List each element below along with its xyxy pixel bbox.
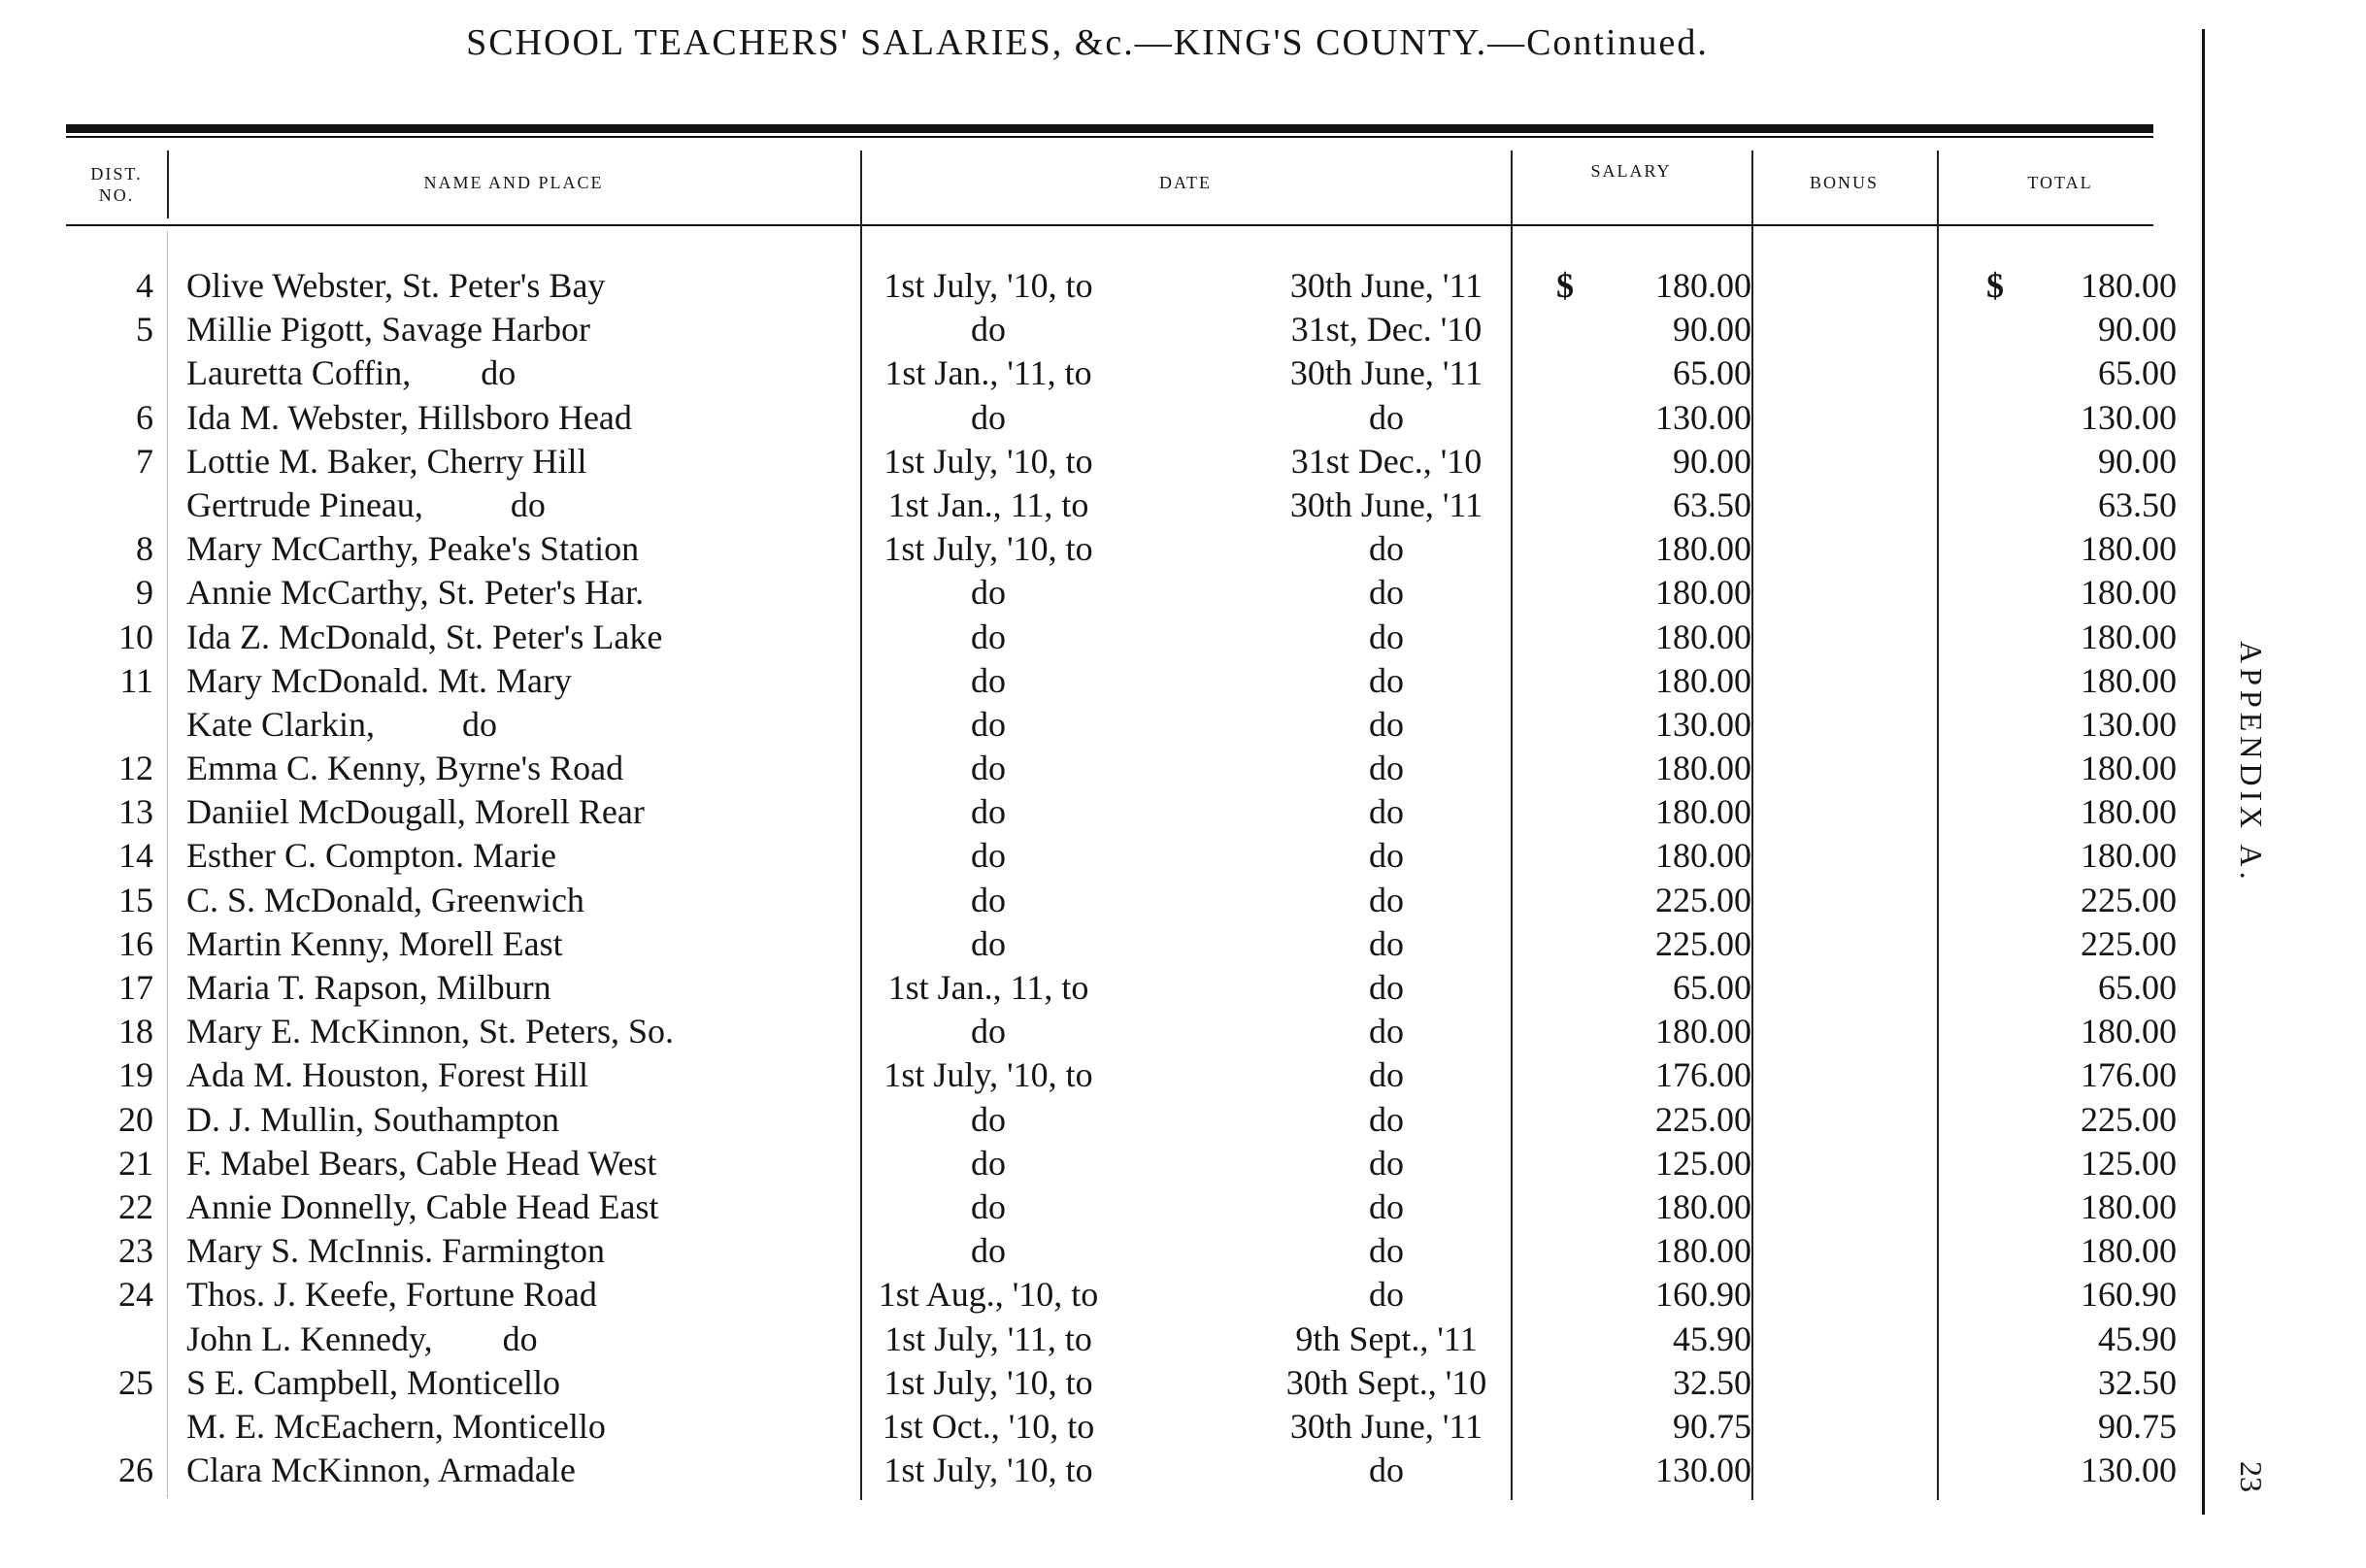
- date-from-cell: 1st Jan., '11, to: [884, 353, 1092, 393]
- table-row: [0, 264, 2194, 308]
- name-place-cell: Lottie M. Baker, Cherry Hill: [186, 441, 587, 481]
- table-row: [0, 1229, 2194, 1273]
- salary-cell: 90.00: [1673, 310, 1751, 350]
- table-row: [0, 484, 2194, 527]
- header-dist-line2: NO.: [98, 185, 135, 205]
- header-name: NAME AND PLACE: [423, 173, 604, 192]
- table-row: [0, 440, 2194, 484]
- name-place-cell: Ida M. Webster, Hillsboro Head: [186, 397, 632, 437]
- total-cell: 125.00: [2081, 1143, 2177, 1183]
- date-to-cell: do: [1369, 529, 1404, 569]
- salary-cell: 180.00: [1655, 617, 1751, 656]
- total-cell: 176.00: [2081, 1055, 2177, 1095]
- dist-cell: 14: [118, 836, 153, 876]
- dist-cell: 8: [136, 529, 153, 569]
- date-from-cell: 1st July, '10, to: [883, 441, 1093, 481]
- dist-cell: 7: [136, 441, 153, 481]
- name-place-cell: Mary McDonald. Mt. Mary: [186, 660, 572, 700]
- total-cell: 63.50: [2098, 484, 2177, 524]
- table-row: [0, 703, 2194, 747]
- name-place-cell: Ada M. Houston, Forest Hill: [186, 1055, 588, 1095]
- total-cell: 180.00: [2081, 266, 2177, 305]
- dist-cell: 15: [118, 880, 153, 919]
- total-cell: 130.00: [2081, 397, 2177, 437]
- date-from-cell: 1st July, '10, to: [883, 1055, 1093, 1095]
- dist-cell: 12: [118, 749, 153, 788]
- date-to-cell: do: [1369, 1275, 1404, 1315]
- total-cell: 90.75: [2098, 1406, 2177, 1446]
- dist-cell: 22: [118, 1186, 153, 1226]
- date-from-cell: do: [971, 1099, 1006, 1139]
- salary-cell: 180.00: [1655, 749, 1751, 788]
- table-row: [0, 790, 2194, 834]
- salary-cell: 180.00: [1655, 1012, 1751, 1051]
- date-to-cell: 30th June, '11: [1289, 353, 1483, 393]
- name-place-cell: Thos. J. Keefe, Fortune Road: [186, 1275, 597, 1315]
- dist-cell: 24: [118, 1275, 153, 1315]
- salary-cell: 225.00: [1655, 880, 1751, 919]
- name-place-cell: Maria T. Rapson, Milburn: [186, 968, 551, 1007]
- date-from-cell: do: [971, 792, 1006, 832]
- total-cell: 180.00: [2081, 660, 2177, 700]
- date-to-cell: 31st Dec., '10: [1290, 441, 1483, 481]
- appendix-label: APPENDIX A.: [2234, 641, 2269, 884]
- dist-cell: 19: [118, 1055, 153, 1095]
- date-to-cell: do: [1369, 1451, 1404, 1490]
- dist-cell: 23: [118, 1231, 153, 1271]
- table-row: [0, 527, 2194, 571]
- dist-cell: 21: [118, 1143, 153, 1183]
- date-to-cell: do: [1369, 1055, 1404, 1095]
- total-cell: 180.00: [2081, 529, 2177, 569]
- header-bottom-rule: [66, 224, 2153, 226]
- date-to-cell: do: [1369, 704, 1404, 744]
- name-place-cell: Annie Donnelly, Cable Head East: [186, 1186, 659, 1226]
- date-from-cell: 1st July, '10, to: [883, 1451, 1093, 1490]
- date-to-cell: do: [1369, 749, 1404, 788]
- salary-cell: 65.00: [1673, 968, 1751, 1007]
- page-number: 23: [2234, 1461, 2269, 1492]
- salary-cell: 130.00: [1655, 704, 1751, 744]
- name-place-cell: Mary McCarthy, Peake's Station: [186, 529, 640, 569]
- header-thin-rule: [66, 136, 2153, 138]
- date-from-cell: do: [971, 1231, 1006, 1271]
- total-cell: 32.50: [2098, 1362, 2177, 1402]
- name-place-cell: Esther C. Compton. Marie: [186, 836, 556, 876]
- header-bonus: BONUS: [1809, 173, 1879, 192]
- header-total: TOTAL: [2027, 173, 2093, 192]
- table-row: [0, 1098, 2194, 1142]
- date-from-cell: do: [971, 310, 1006, 350]
- date-to-cell: 30th June, '11: [1289, 484, 1483, 524]
- table-row: [0, 1318, 2194, 1361]
- table-row: [0, 834, 2194, 878]
- date-from-cell: 1st July, '11, to: [884, 1318, 1092, 1358]
- date-to-cell: do: [1369, 923, 1404, 963]
- page-side-rule: [2202, 29, 2205, 1515]
- table-row: [0, 308, 2194, 351]
- salary-cell: 180.00: [1655, 836, 1751, 876]
- dist-cell: 25: [118, 1362, 153, 1402]
- date-to-cell: do: [1369, 1143, 1404, 1183]
- salary-cell: 180.00: [1655, 573, 1751, 613]
- total-cell: 130.00: [2081, 1451, 2177, 1490]
- dist-cell: 16: [118, 923, 153, 963]
- date-to-cell: do: [1369, 660, 1404, 700]
- total-cell: 180.00: [2081, 617, 2177, 656]
- salary-cell: 32.50: [1673, 1362, 1751, 1402]
- dist-cell: 13: [118, 792, 153, 832]
- salary-table-body: [0, 264, 2194, 1492]
- salary-cell: 160.90: [1655, 1275, 1751, 1315]
- dist-cell: 18: [118, 1012, 153, 1051]
- name-place-cell: Olive Webster, St. Peter's Bay: [186, 266, 606, 305]
- date-from-cell: do: [971, 397, 1006, 437]
- date-from-cell: do: [971, 573, 1006, 613]
- table-row: [0, 1142, 2194, 1185]
- name-place-cell: Annie McCarthy, St. Peter's Har.: [186, 573, 645, 613]
- salary-dollar-sign: $: [1556, 266, 1574, 305]
- salary-cell: 125.00: [1655, 1143, 1751, 1183]
- date-from-cell: do: [971, 880, 1006, 919]
- name-place-cell: Kate Clarkin, do: [186, 704, 497, 744]
- date-from-cell: do: [971, 1143, 1006, 1183]
- date-to-cell: do: [1369, 573, 1404, 613]
- total-cell: 130.00: [2081, 704, 2177, 744]
- table-row: [0, 966, 2194, 1010]
- dist-cell: 26: [118, 1451, 153, 1490]
- date-from-cell: 1st July, '10, to: [883, 1362, 1093, 1402]
- date-from-cell: do: [971, 704, 1006, 744]
- name-place-cell: D. J. Mullin, Southampton: [186, 1099, 560, 1139]
- header-salary: SALARY: [1590, 161, 1672, 181]
- salary-cell: 180.00: [1655, 1231, 1751, 1271]
- date-from-cell: 1st Oct., '10, to: [882, 1406, 1095, 1446]
- name-place-cell: Mary E. McKinnon, St. Peters, So.: [186, 1012, 674, 1051]
- dist-cell: 5: [136, 310, 153, 350]
- table-row: [0, 922, 2194, 966]
- salary-cell: 90.75: [1673, 1406, 1751, 1446]
- table-row: [0, 571, 2194, 615]
- header-dist: [68, 163, 165, 206]
- table-row: [0, 351, 2194, 395]
- name-place-cell: Mary S. McInnis. Farmington: [186, 1231, 605, 1271]
- date-from-cell: 1st Jan., 11, to: [887, 968, 1089, 1007]
- date-to-cell: do: [1369, 397, 1404, 437]
- salary-cell: 180.00: [1655, 266, 1751, 305]
- total-cell: 180.00: [2081, 573, 2177, 613]
- table-row: [0, 1010, 2194, 1053]
- total-cell: 180.00: [2081, 792, 2177, 832]
- dist-cell: 17: [118, 968, 153, 1007]
- table-row: [0, 1273, 2194, 1317]
- total-cell: 225.00: [2081, 923, 2177, 963]
- name-place-cell: Martin Kenny, Morell East: [186, 923, 563, 963]
- name-place-cell: Gertrude Pineau, do: [186, 484, 546, 524]
- date-to-cell: do: [1369, 1231, 1404, 1271]
- name-place-cell: M. E. McEachern, Monticello: [186, 1406, 606, 1446]
- total-cell: 180.00: [2081, 1012, 2177, 1051]
- total-cell: 180.00: [2081, 836, 2177, 876]
- name-place-cell: Daniiel McDougall, Morell Rear: [186, 792, 645, 832]
- dist-cell: 20: [118, 1099, 153, 1139]
- name-place-cell: Ida Z. McDonald, St. Peter's Lake: [186, 617, 663, 656]
- dist-cell: 4: [136, 266, 153, 305]
- name-place-cell: S E. Campbell, Monticello: [186, 1362, 560, 1402]
- date-from-cell: do: [971, 617, 1006, 656]
- table-row: [0, 1405, 2194, 1449]
- salary-cell: 176.00: [1655, 1055, 1751, 1095]
- salary-cell: 63.50: [1673, 484, 1751, 524]
- total-cell: 90.00: [2098, 441, 2177, 481]
- header-date: DATE: [1159, 173, 1212, 192]
- date-to-cell: do: [1369, 1099, 1404, 1139]
- table-row: [0, 616, 2194, 659]
- date-from-cell: do: [971, 1186, 1006, 1226]
- date-to-cell: do: [1369, 1012, 1404, 1051]
- dist-cell: 9: [136, 573, 153, 613]
- name-place-cell: Lauretta Coffin, do: [186, 353, 517, 393]
- date-from-cell: 1st Jan., 11, to: [887, 484, 1089, 524]
- date-to-cell: 31st, Dec. '10: [1290, 310, 1483, 350]
- total-cell: 225.00: [2081, 1099, 2177, 1139]
- name-place-cell: Millie Pigott, Savage Harbor: [186, 310, 590, 350]
- table-row: [0, 747, 2194, 790]
- total-cell: 180.00: [2081, 1231, 2177, 1271]
- total-dollar-sign: $: [1986, 266, 2004, 305]
- date-from-cell: do: [971, 923, 1006, 963]
- date-from-cell: 1st July, '10, to: [883, 266, 1093, 305]
- salary-cell: 90.00: [1673, 441, 1751, 481]
- dist-cell: 11: [119, 660, 153, 700]
- salary-cell: 65.00: [1673, 353, 1751, 393]
- name-place-cell: C. S. McDonald, Greenwich: [186, 880, 584, 919]
- date-to-cell: do: [1369, 968, 1404, 1007]
- name-place-cell: Emma C. Kenny, Byrne's Road: [186, 749, 624, 788]
- total-cell: 160.90: [2081, 1275, 2177, 1315]
- table-row: [0, 1053, 2194, 1097]
- table-row: [0, 659, 2194, 703]
- total-cell: 90.00: [2098, 310, 2177, 350]
- table-row: [0, 879, 2194, 922]
- salary-cell: 45.90: [1673, 1318, 1751, 1358]
- total-cell: 65.00: [2098, 968, 2177, 1007]
- total-cell: 180.00: [2081, 749, 2177, 788]
- name-place-cell: Clara McKinnon, Armadale: [186, 1451, 576, 1490]
- salary-cell: 130.00: [1655, 397, 1751, 437]
- date-to-cell: 30th June, '11: [1289, 1406, 1483, 1446]
- dist-cell: 10: [118, 617, 153, 656]
- table-row: [0, 1449, 2194, 1492]
- date-to-cell: do: [1369, 880, 1404, 919]
- total-cell: 180.00: [2081, 1186, 2177, 1226]
- date-to-cell: 30th Sept., '10: [1285, 1362, 1487, 1402]
- date-to-cell: do: [1369, 792, 1404, 832]
- header-dist-line1: DIST.: [90, 164, 143, 183]
- table-row: [0, 1185, 2194, 1229]
- salary-cell: 180.00: [1655, 1186, 1751, 1226]
- date-from-cell: do: [971, 1012, 1006, 1051]
- total-cell: 65.00: [2098, 353, 2177, 393]
- date-from-cell: 1st July, '10, to: [883, 529, 1093, 569]
- date-from-cell: do: [971, 749, 1006, 788]
- total-cell: 225.00: [2081, 880, 2177, 919]
- name-place-cell: John L. Kennedy, do: [186, 1318, 538, 1358]
- total-cell: 45.90: [2098, 1318, 2177, 1358]
- salary-cell: 225.00: [1655, 1099, 1751, 1139]
- date-to-cell: 9th Sept., '11: [1295, 1318, 1478, 1358]
- date-from-cell: do: [971, 660, 1006, 700]
- date-to-cell: do: [1369, 617, 1404, 656]
- salary-cell: 130.00: [1655, 1451, 1751, 1490]
- date-to-cell: 30th June, '11: [1289, 266, 1483, 305]
- name-place-cell: F. Mabel Bears, Cable Head West: [186, 1143, 657, 1183]
- salary-cell: 180.00: [1655, 792, 1751, 832]
- dist-cell: 6: [136, 397, 153, 437]
- page-title: SCHOOL TEACHERS' SALARIES, &c.—KING'S COUNTY.—Continued.: [466, 22, 1709, 63]
- date-from-cell: 1st Aug., '10, to: [878, 1275, 1099, 1315]
- salary-cell: 225.00: [1655, 923, 1751, 963]
- table-row: [0, 396, 2194, 440]
- header-thick-rule: [66, 124, 2153, 133]
- date-from-cell: do: [971, 836, 1006, 876]
- date-to-cell: do: [1369, 836, 1404, 876]
- salary-cell: 180.00: [1655, 660, 1751, 700]
- table-row: [0, 1361, 2194, 1405]
- salary-cell: 180.00: [1655, 529, 1751, 569]
- date-to-cell: do: [1369, 1186, 1404, 1226]
